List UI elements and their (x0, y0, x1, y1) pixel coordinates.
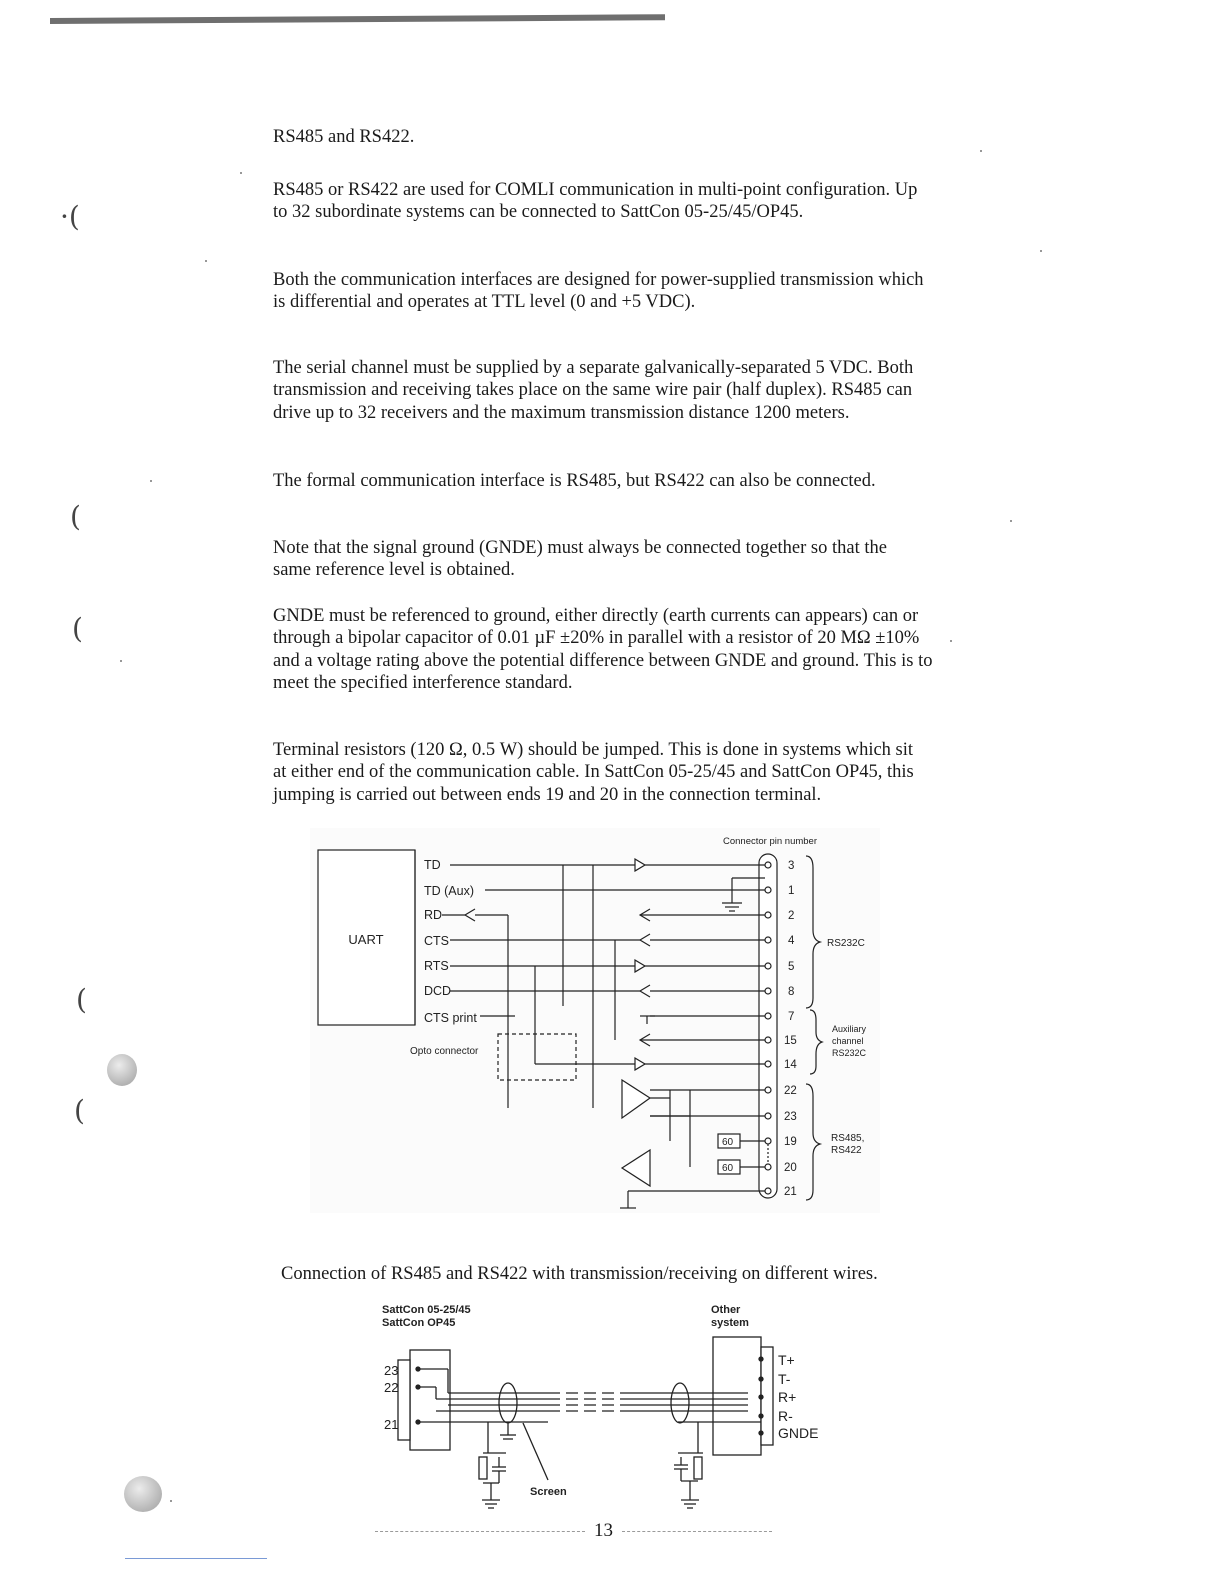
paragraph-3: The serial channel must be supplied by a separate galvanically-separated 5 VDC. Both transmission and receiving takes place on the same wire pair (half duplex). RS485 can drive up to 32 receivers and the maximum transmission distance 1200 meters. (273, 357, 914, 423)
left-title-1: SattCon 05-25/45 (382, 1304, 471, 1316)
pin-5: 5 (788, 961, 795, 973)
group-aux-1: Auxiliary (832, 1024, 867, 1034)
signal-cts: CTS (424, 934, 449, 948)
pin-4: 4 (788, 935, 795, 947)
paragraph-6: GNDE must be referenced to ground, either directly (earth currents can appears) can or through a bipolar capacitor of 0.01 µF ±20% in parallel with a resistor of 20 MΩ ±10% and a voltage rating above the potential difference between GNDE and ground. This is to meet the specified interference standard. (273, 605, 933, 693)
binder-hole-icon (124, 1476, 162, 1512)
scan-bottom-line (125, 1558, 267, 1559)
uart-label: UART (348, 932, 384, 947)
page-number: 13 (594, 1520, 613, 1541)
binder-mark-icon: ·( (60, 200, 80, 233)
signal-cts-print: CTS print (424, 1011, 477, 1025)
resistor-1-label: 60 (722, 1137, 734, 1148)
speck (120, 660, 122, 662)
pin-7: 7 (788, 1011, 795, 1023)
speck (205, 260, 207, 262)
speck (950, 640, 952, 642)
speck (1040, 250, 1042, 252)
signal-td-aux: TD (Aux) (424, 884, 474, 898)
binder-mark-icon: ( (72, 612, 83, 645)
resistor-2-label: 60 (722, 1163, 734, 1174)
pin-14: 14 (784, 1059, 797, 1071)
speck (170, 1500, 172, 1502)
rs485-cabling-diagram (378, 1295, 848, 1520)
pin-1: 1 (788, 885, 795, 897)
paragraph-5: Note that the signal ground (GNDE) must always be connected together so that the same reference level is obtained. (273, 537, 887, 580)
speck (980, 150, 982, 152)
pin-23: 23 (784, 1111, 797, 1123)
speck (150, 480, 152, 482)
group-aux-3: RS232C (832, 1048, 867, 1058)
left-pin-21: 21 (384, 1417, 399, 1432)
figure-caption: Connection of RS485 and RS422 with transmission/receiving on different wires. (281, 1263, 878, 1284)
speck (240, 172, 242, 174)
left-pin-22: 22 (384, 1380, 399, 1395)
left-title-2: SattCon OP45 (382, 1317, 456, 1329)
paragraph-7: Terminal resistors (120 Ω, 0.5 W) should be jumped. This is done in systems which sit at either end of the communication cable. In SattCon 05-25/45 and SattCon OP45, this jumping is carried out between ends 19 and 20 in the connection terminal. (273, 739, 914, 805)
section-heading: RS485 and RS422. (273, 127, 415, 147)
right-label-rplus: R+ (778, 1389, 797, 1405)
binder-mark-icon: ( (74, 1094, 85, 1127)
group-rs232c: RS232C (827, 938, 865, 949)
group-rs485-1: RS485, (831, 1133, 865, 1144)
scan-top-bar (50, 14, 665, 24)
speck (1010, 520, 1012, 522)
right-label-tminus: T- (778, 1371, 791, 1387)
right-label-rminus: R- (778, 1408, 793, 1424)
binder-mark-icon: ( (76, 983, 87, 1016)
footer-dash-left (375, 1531, 585, 1532)
right-label-tplus: T+ (778, 1352, 795, 1368)
signal-rd: RD (424, 908, 443, 922)
pin-2: 2 (788, 910, 795, 922)
signal-dcd: DCD (424, 984, 452, 998)
connector-header: Connector pin number (723, 836, 817, 847)
screen-label: Screen (530, 1486, 567, 1498)
group-rs485-2: RS422 (831, 1145, 862, 1156)
pin-20: 20 (784, 1162, 797, 1174)
binder-mark-icon: ( (70, 500, 81, 533)
pin-15: 15 (784, 1035, 797, 1047)
right-title-2: system (711, 1317, 749, 1329)
pin-22: 22 (784, 1085, 797, 1097)
pin-21: 21 (784, 1186, 797, 1198)
signal-rts: RTS (424, 959, 449, 973)
footer-dash-right (622, 1531, 772, 1532)
right-label-gnde: GNDE (778, 1425, 819, 1441)
pin-19: 19 (784, 1136, 797, 1148)
connector-body (759, 854, 777, 1198)
group-aux-2: channel (832, 1036, 864, 1046)
pin-8: 8 (788, 986, 795, 998)
uart-connector-diagram (310, 828, 880, 1213)
opto-label: Opto connector (410, 1046, 479, 1057)
pin-3: 3 (788, 860, 795, 872)
left-pin-23: 23 (384, 1363, 399, 1378)
paragraph-4: The formal communication interface is RS485, but RS422 can also be connected. (273, 470, 876, 491)
right-title-1: Other (711, 1304, 741, 1316)
binder-hole-icon (107, 1054, 137, 1086)
signal-td: TD (424, 858, 441, 872)
paragraph-1: RS485 or RS422 are used for COMLI communication in multi-point configuration. Up to 32 subordinate systems can be connected to SattCon 05-25/45/OP45. (273, 179, 918, 222)
paragraph-2: Both the communication interfaces are designed for power-supplied transmission which is differential and operates at TTL level (0 and +5 VDC). (273, 269, 924, 312)
